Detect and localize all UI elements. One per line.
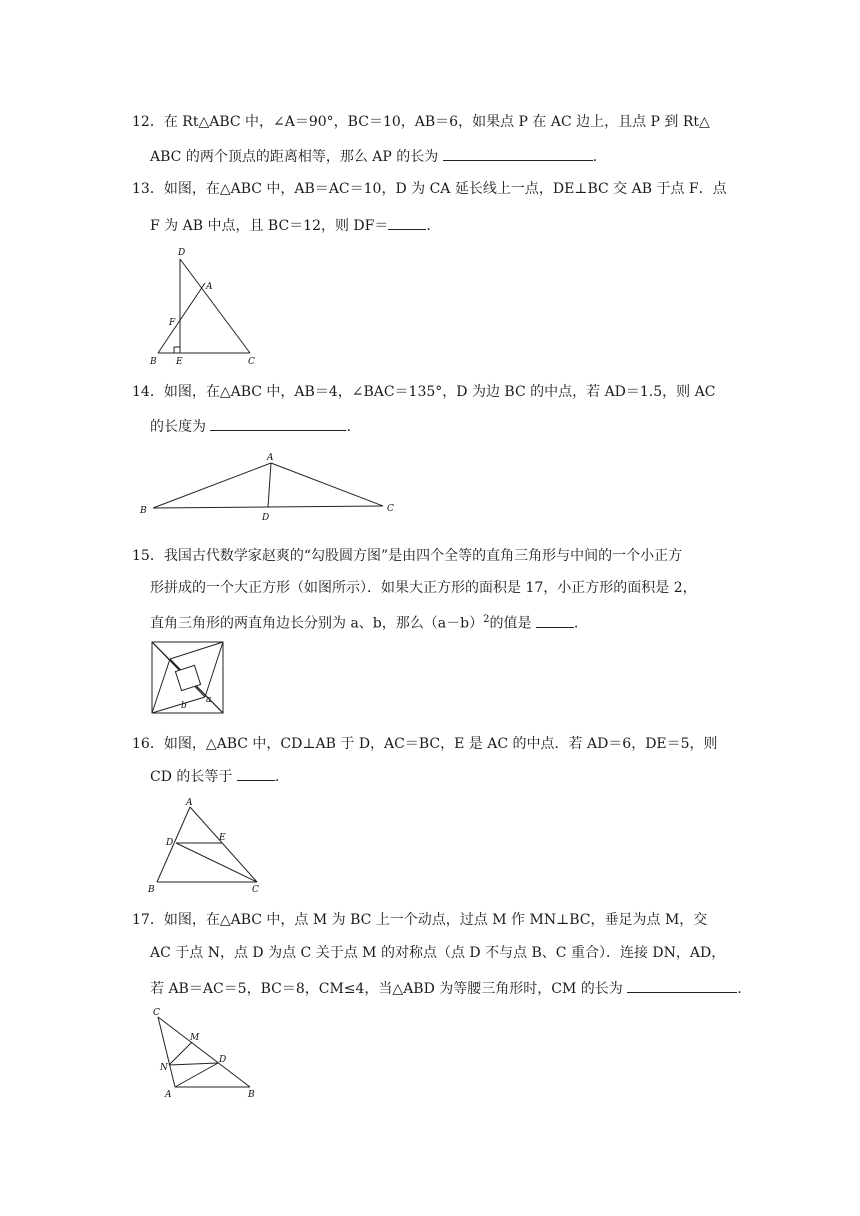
q14-figure — [138, 448, 408, 523]
q16-label-c: C — [252, 885, 259, 895]
q12-number: 12． — [132, 114, 164, 130]
q17-label-c: C — [153, 1008, 160, 1018]
q16-figure — [145, 795, 270, 895]
q15-text-2: 形拼成的一个大正方形（如图所示）．如果大正方形的面积是 17，小正方形的面积是 2， — [150, 580, 697, 596]
q14-text-1: 如图，在△ABC 中，AB＝4，∠BAC＝135°，D 为边 BC 的中点，若 AD＝1.5，则 AC — [163, 384, 716, 400]
q13-period: . — [426, 218, 431, 234]
q13-label-f: F — [169, 318, 176, 328]
q16-text-2: CD 的长等于 — [150, 769, 233, 785]
q15-number: 15． — [132, 548, 164, 564]
q13-label-a: A — [206, 282, 213, 292]
q14-period: . — [346, 419, 351, 435]
q17-line2 — [150, 944, 750, 962]
q12-line2 — [150, 146, 750, 166]
q17-text-3: 若 AB＝AC＝5，BC＝8，CM≤4，当△ABD 为等腰三角形时，CM 的长为 — [150, 981, 623, 997]
q14-label-c: C — [387, 504, 394, 514]
q17-label-m: M — [190, 1033, 200, 1043]
q13-number: 13． — [132, 181, 164, 197]
q14-label-b: B — [140, 506, 147, 516]
q15-line1 — [132, 547, 732, 565]
q16-period: . — [274, 769, 280, 785]
q13-answer-blank[interactable] — [388, 215, 426, 230]
q14-number: 14． — [132, 384, 164, 400]
q13-label-e: E — [176, 357, 183, 367]
q15-figure — [150, 640, 226, 716]
q15-text-3: 直角三角形的两直角边长分别为 a、b，那么（a－b） — [150, 615, 484, 632]
q16-label-d: D — [166, 838, 174, 848]
q13-figure — [140, 245, 270, 370]
q17-line1 — [132, 911, 732, 929]
q17-answer-blank[interactable] — [627, 978, 737, 993]
q16-text-1: 如图，△ABC 中，CD⊥AB 于 D，AC＝BC，E 是 AC 的中点．若 AD＝6，DE＝5，则 — [163, 736, 718, 752]
q17-number: 17． — [132, 912, 164, 928]
q12-text-1: 在 Rt△ABC 中，∠A＝90°，BC＝10，AB＝6，如果点 P 在 AC 边上，且点 P 到 Rt△ — [163, 114, 710, 130]
q13-label-c: C — [248, 357, 255, 367]
q13-label-b: B — [150, 357, 157, 367]
q17-period: . — [737, 981, 742, 997]
q13-text-1: 如图，在△ABC 中，AB＝AC＝10，D 为 CA 延长线上一点，DE⊥BC 交 AB 于点 F．点 — [163, 181, 727, 197]
q17-label-a: A — [165, 1090, 172, 1100]
q15-line2 — [150, 579, 750, 597]
q17-figure — [150, 1005, 265, 1100]
q15-line3 — [150, 611, 750, 633]
q16-line1 — [132, 735, 732, 753]
q13-line2 — [150, 215, 750, 235]
q16-label-a: A — [186, 798, 193, 808]
q15-period: . — [573, 615, 579, 632]
q12-answer-blank[interactable] — [443, 146, 593, 161]
q16-number: 16． — [132, 736, 164, 752]
q16-label-b: B — [148, 885, 155, 895]
q14-answer-blank[interactable] — [210, 416, 346, 431]
q12-period: . — [592, 149, 598, 165]
q14-line2 — [150, 416, 750, 436]
q15-text-3b: 的值是 — [489, 615, 532, 632]
q17-text-2: AC 于点 N，点 D 为点 C 关于点 M 的对称点（点 D 不与点 B、C 重合）．连接 DN，AD， — [150, 945, 726, 961]
q12-line1 — [132, 113, 732, 131]
q12-text-2: ABC 的两个顶点的距离相等，那么 AP 的长为 — [150, 149, 439, 165]
q15-label-a: a — [206, 695, 212, 705]
q16-label-e: E — [219, 833, 226, 843]
q13-line1 — [132, 180, 732, 198]
q13-text-2: F 为 AB 中点，且 BC＝12，则 DF＝ — [150, 218, 389, 234]
q14-label-a: A — [267, 453, 274, 463]
q17-label-d: D — [219, 1055, 227, 1065]
q16-line2 — [150, 766, 750, 786]
q15-text-1: 我国古代数学家赵爽的“勾股圆方图”是由四个全等的直角三角形与中间的一个小正方 — [163, 548, 683, 564]
q17-line3 — [150, 978, 750, 998]
q13-label-d: D — [178, 248, 186, 258]
q14-line1 — [132, 383, 732, 401]
q15-exponent: 2 — [483, 614, 490, 625]
q17-label-n: N — [160, 1063, 168, 1073]
q14-text-2: 的长度为 — [150, 419, 206, 435]
q16-answer-blank[interactable] — [237, 766, 275, 781]
q15-label-b: b — [181, 701, 187, 711]
q17-label-b: B — [248, 1090, 255, 1100]
q15-answer-blank[interactable] — [536, 613, 574, 628]
q17-text-1: 如图，在△ABC 中，点 M 为 BC 上一个动点，过点 M 作 MN⊥BC，垂足为点 M，交 — [163, 912, 708, 928]
q14-label-d: D — [262, 513, 270, 523]
